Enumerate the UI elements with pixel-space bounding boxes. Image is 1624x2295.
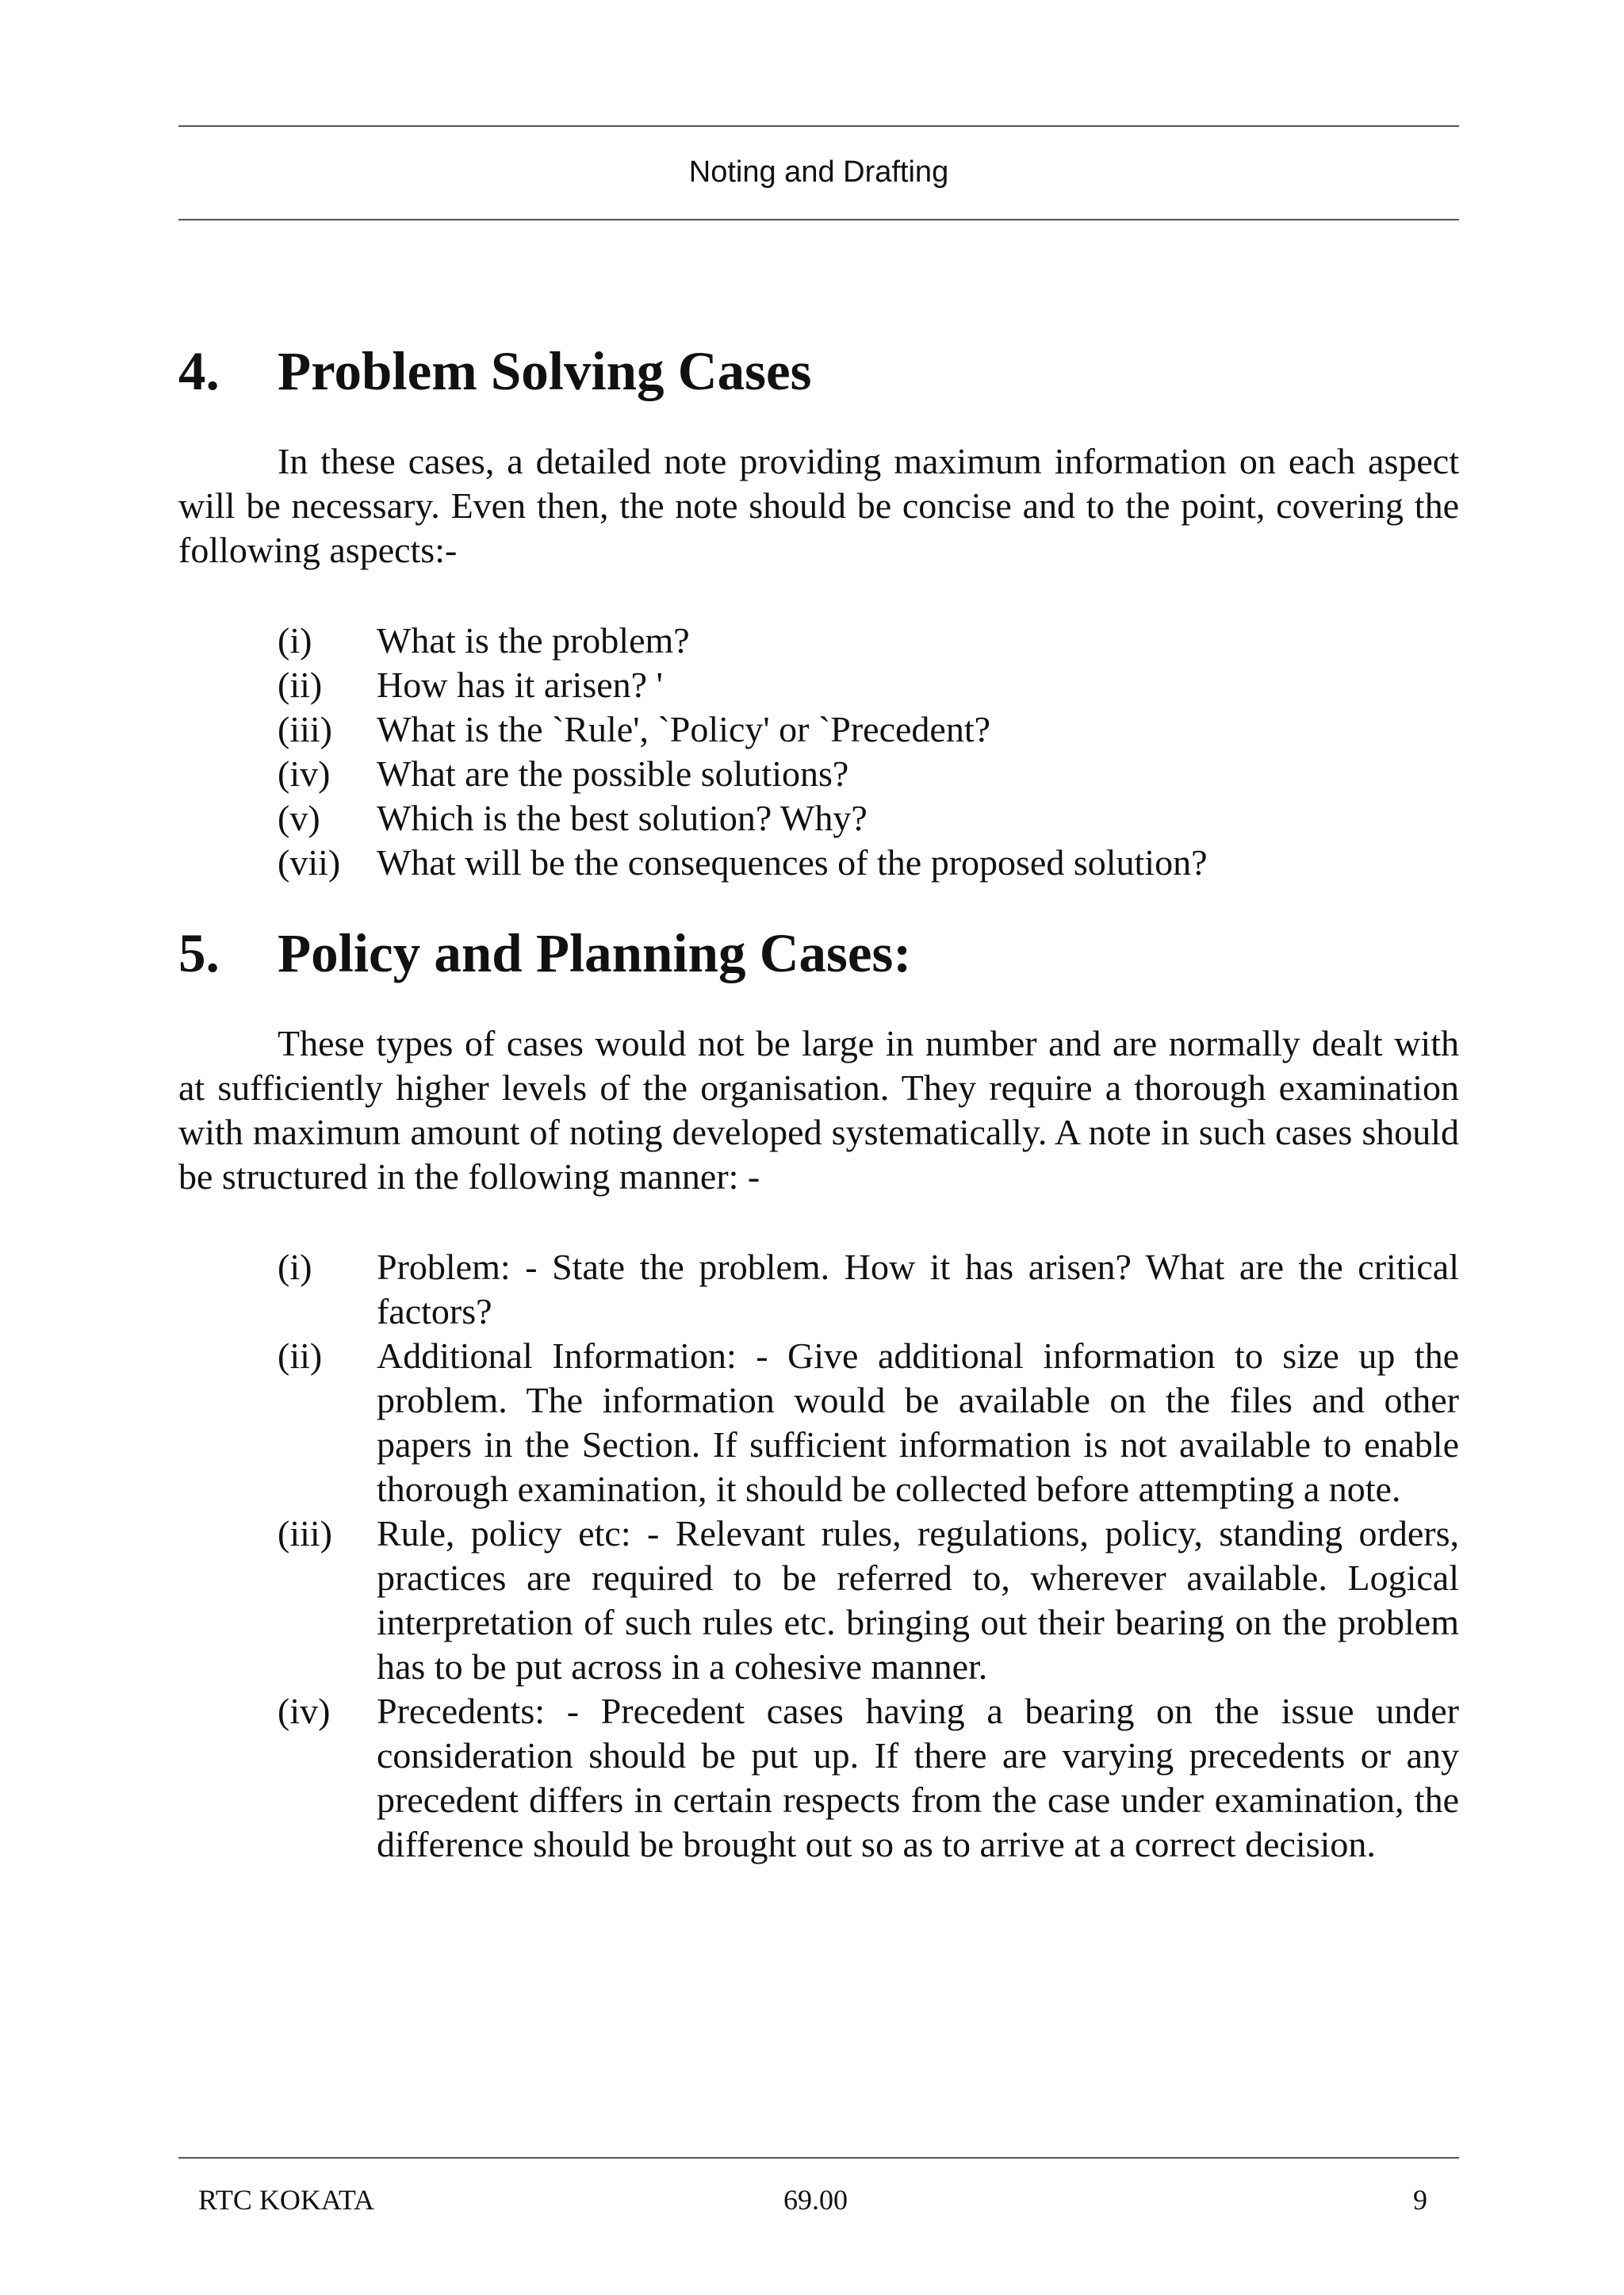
list-item: [178, 663, 1459, 707]
list-item: [178, 1245, 1459, 1334]
section-heading-policy-planning: [178, 923, 1459, 983]
list-item-text: What will be the consequences of the proposed solution?: [377, 842, 1208, 883]
list-marker: (ii): [278, 1335, 323, 1376]
section-paragraph: These types of cases would not be large in number and are normally dealt with at sufficiently higher levels of the organisation. They require a thorough examination with maximum amount of noting developed systematically. A note in such cases should be structured in the following manner: -: [178, 1023, 1459, 1197]
list-item-text: Rule, policy etc: - Relevant rules, regulations, policy, standing orders, practices are required to be referred to, wherever available. Logical interpretation of such rules etc. bringing out their bearing on the problem has to be put across in a cohesive manner.: [377, 1513, 1459, 1687]
list-marker: (iv): [278, 1691, 331, 1731]
list-item: [178, 707, 1459, 752]
list-marker: (i): [278, 1247, 312, 1287]
list-item: [178, 1511, 1459, 1689]
list-item: [178, 841, 1459, 885]
list-item: [178, 796, 1459, 841]
list-marker: (ii): [278, 665, 323, 705]
page-content: [178, 341, 1459, 1867]
header-rule-top: [178, 125, 1459, 127]
section-number: 4.: [178, 341, 220, 401]
footer-organization: RTC KOKATA: [198, 2184, 374, 2216]
list-marker: (v): [278, 798, 320, 838]
header-rule-bottom: [178, 219, 1459, 220]
list-item-text: What is the problem?: [377, 620, 690, 661]
list-marker: (vii): [278, 842, 341, 883]
list-item-text: Problem: - State the problem. How it has arisen? What are the critical factors?: [377, 1247, 1459, 1331]
list-item: [178, 752, 1459, 796]
list-marker: (iv): [278, 753, 331, 794]
section-number: 5.: [178, 923, 220, 983]
list-item: [178, 1334, 1459, 1511]
section-heading-problem-solving: [178, 341, 1459, 401]
footer-page-number: 9: [1413, 2184, 1427, 2216]
section-title: Problem Solving Cases: [278, 341, 812, 401]
section-paragraph: In these cases, a detailed note providing maximum information on each aspect will be necessary. Even then, the note should be concise and to the point, covering the following aspects:-: [178, 441, 1459, 570]
structure-list: [178, 1245, 1459, 1867]
aspect-list: [178, 619, 1459, 885]
list-marker: (i): [278, 620, 312, 661]
list-item-text: What is the `Rule', `Policy' or `Precedent?: [377, 709, 991, 749]
footer-code: 69.00: [783, 2184, 848, 2216]
list-marker: (iii): [278, 1513, 332, 1554]
running-header-title: Noting and Drafting: [688, 155, 949, 189]
list-item-text: What are the possible solutions?: [377, 753, 849, 794]
list-item-text: Precedents: - Precedent cases having a bearing on the issue under consideration should be put up. If there are varying precedents or any precedent differs in certain respects from the case under examination, the difference should be brought out so as to arrive at a correct decision.: [377, 1691, 1459, 1864]
list-marker: (iii): [278, 709, 332, 749]
footer-rule: [178, 2157, 1459, 2159]
section-title: Policy and Planning Cases:: [278, 923, 912, 983]
list-item-text: How has it arisen? ': [377, 665, 663, 705]
list-item-text: Which is the best solution? Why?: [377, 798, 868, 838]
list-item-text: Additional Information: - Give additional information to size up the problem. The information would be available on the files and other papers in the Section. If sufficient information is not available to enable thorough examination, it should be collected before attempting a note.: [377, 1335, 1459, 1509]
list-item: [178, 619, 1459, 663]
page-footer: [198, 2182, 1427, 2217]
list-item: [178, 1689, 1459, 1867]
